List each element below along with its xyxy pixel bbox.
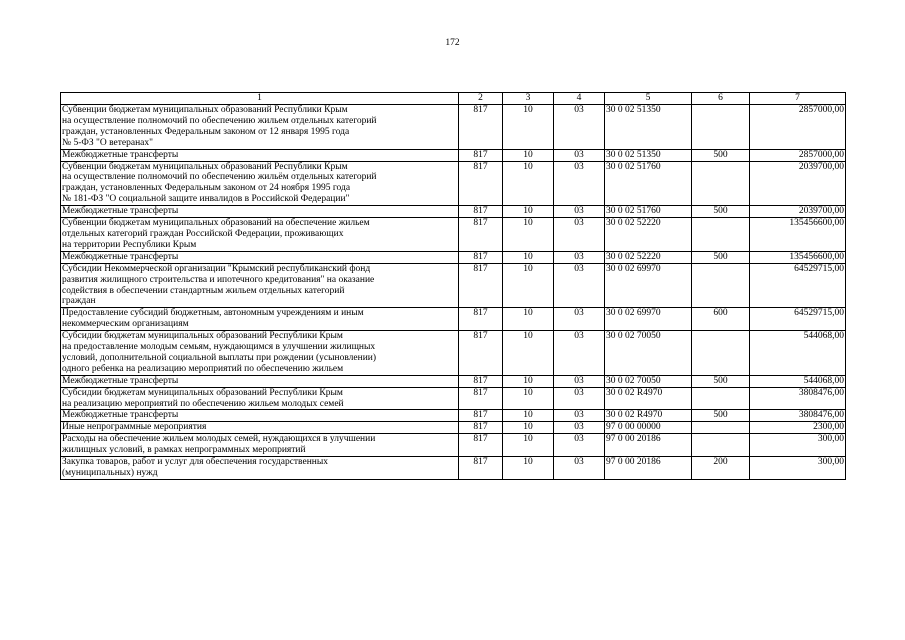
- cell-subsection-code: 03: [554, 457, 605, 480]
- cell-item-name: Межбюджетные трансферты: [61, 149, 459, 161]
- cell-expense-type-code: [692, 387, 750, 410]
- cell-expense-type-code: 500: [692, 410, 750, 422]
- table-row: [61, 263, 846, 308]
- table-row: [61, 206, 846, 218]
- cell-target-article-code: 30 0 02 70050: [605, 375, 692, 387]
- cell-item-name: Межбюджетные трансферты: [61, 410, 459, 422]
- cell-item-name: Субвенции бюджетам муниципальных образований Республики Крым на осуществление полномочий по обеспечению жильём отдельных категорий граждан, установленных Федеральным законом от 24 ноября 1995 года № 181-ФЗ "О социальной защите инвалидов в Российской Федерации": [61, 161, 459, 206]
- cell-amount: 135456600,00: [750, 251, 846, 263]
- column-header-3: 3: [503, 93, 554, 105]
- cell-department-code: 817: [459, 105, 503, 150]
- table-row: [61, 251, 846, 263]
- cell-item-name: Межбюджетные трансферты: [61, 206, 459, 218]
- cell-department-code: 817: [459, 331, 503, 376]
- cell-expense-type-code: 500: [692, 206, 750, 218]
- cell-amount: 300,00: [750, 457, 846, 480]
- cell-item-name: Предоставление субсидий бюджетным, автономным учреждениям и иным некоммерческим организациям: [61, 308, 459, 331]
- cell-section-code: 10: [503, 422, 554, 434]
- cell-department-code: 817: [459, 149, 503, 161]
- cell-target-article-code: 97 0 00 20186: [605, 434, 692, 457]
- cell-section-code: 10: [503, 218, 554, 252]
- cell-section-code: 10: [503, 375, 554, 387]
- table-row: [61, 161, 846, 206]
- cell-section-code: 10: [503, 105, 554, 150]
- cell-amount: 64529715,00: [750, 263, 846, 308]
- table-row: [61, 218, 846, 252]
- cell-section-code: 10: [503, 149, 554, 161]
- cell-section-code: 10: [503, 457, 554, 480]
- cell-subsection-code: 03: [554, 375, 605, 387]
- cell-subsection-code: 03: [554, 410, 605, 422]
- cell-expense-type-code: [692, 434, 750, 457]
- table-row: [61, 387, 846, 410]
- cell-section-code: 10: [503, 434, 554, 457]
- cell-section-code: 10: [503, 331, 554, 376]
- cell-item-name: Субсидии бюджетам муниципальных образований Республики Крым на предоставление молодым семьям, нуждающимся в улучшении жилищных условий, дополнительной социальной выплаты при рождении (усыновлении) одного ребенка на реализацию мероприятий по обеспечению жильем: [61, 331, 459, 376]
- cell-section-code: 10: [503, 251, 554, 263]
- cell-department-code: 817: [459, 410, 503, 422]
- cell-expense-type-code: 500: [692, 375, 750, 387]
- cell-amount: 135456600,00: [750, 218, 846, 252]
- cell-target-article-code: 30 0 02 70050: [605, 331, 692, 376]
- cell-section-code: 10: [503, 410, 554, 422]
- cell-target-article-code: 30 0 02 52220: [605, 218, 692, 252]
- cell-amount: 3808476,00: [750, 410, 846, 422]
- cell-section-code: 10: [503, 387, 554, 410]
- cell-subsection-code: 03: [554, 308, 605, 331]
- cell-target-article-code: 30 0 02 51350: [605, 105, 692, 150]
- column-header-5: 5: [605, 93, 692, 105]
- cell-department-code: 817: [459, 218, 503, 252]
- column-header-4: 4: [554, 93, 605, 105]
- cell-subsection-code: 03: [554, 387, 605, 410]
- cell-expense-type-code: [692, 422, 750, 434]
- cell-target-article-code: 30 0 02 51760: [605, 161, 692, 206]
- cell-subsection-code: 03: [554, 434, 605, 457]
- column-header-1: 1: [61, 93, 459, 105]
- cell-department-code: 817: [459, 434, 503, 457]
- table-row: [61, 375, 846, 387]
- cell-subsection-code: 03: [554, 149, 605, 161]
- cell-expense-type-code: [692, 331, 750, 376]
- cell-amount: 64529715,00: [750, 308, 846, 331]
- cell-amount: 2857000,00: [750, 105, 846, 150]
- table-row: [61, 308, 846, 331]
- table-row: [61, 149, 846, 161]
- cell-expense-type-code: 500: [692, 251, 750, 263]
- cell-expense-type-code: [692, 218, 750, 252]
- cell-item-name: Субвенции бюджетам муниципальных образований Республики Крым на осуществление полномочий по обеспечению жильем отдельных категорий граждан, установленных Федеральным законом от 12 января 1995 года № 5-ФЗ "О ветеранах": [61, 105, 459, 150]
- cell-expense-type-code: [692, 105, 750, 150]
- cell-section-code: 10: [503, 206, 554, 218]
- column-header-6: 6: [692, 93, 750, 105]
- cell-item-name: Субвенции бюджетам муниципальных образований на обеспечение жильем отдельных категорий граждан Российской Федерации, проживающих на территории Республики Крым: [61, 218, 459, 252]
- table-row: [61, 457, 846, 480]
- table-row: [61, 422, 846, 434]
- cell-item-name: Межбюджетные трансферты: [61, 251, 459, 263]
- cell-department-code: 817: [459, 251, 503, 263]
- cell-target-article-code: 30 0 02 51350: [605, 149, 692, 161]
- cell-amount: 2300,00: [750, 422, 846, 434]
- cell-department-code: 817: [459, 263, 503, 308]
- cell-subsection-code: 03: [554, 105, 605, 150]
- cell-expense-type-code: 500: [692, 149, 750, 161]
- cell-expense-type-code: 200: [692, 457, 750, 480]
- cell-department-code: 817: [459, 422, 503, 434]
- cell-amount: 3808476,00: [750, 387, 846, 410]
- cell-item-name: Иные непрограммные мероприятия: [61, 422, 459, 434]
- cell-target-article-code: 30 0 02 69970: [605, 308, 692, 331]
- cell-department-code: 817: [459, 387, 503, 410]
- cell-subsection-code: 03: [554, 218, 605, 252]
- cell-department-code: 817: [459, 308, 503, 331]
- table-row: [61, 331, 846, 376]
- cell-target-article-code: 97 0 00 00000: [605, 422, 692, 434]
- cell-subsection-code: 03: [554, 331, 605, 376]
- cell-department-code: 817: [459, 375, 503, 387]
- cell-target-article-code: 30 0 02 52220: [605, 251, 692, 263]
- cell-target-article-code: 30 0 02 51760: [605, 206, 692, 218]
- cell-item-name: Субсидии бюджетам муниципальных образований Республики Крым на реализацию мероприятий по обеспечению жильем молодых семей: [61, 387, 459, 410]
- cell-amount: 300,00: [750, 434, 846, 457]
- cell-amount: 2039700,00: [750, 161, 846, 206]
- cell-item-name: Расходы на обеспечение жильем молодых семей, нуждающихся в улучшении жилищных условий, в рамках непрограммных мероприятий: [61, 434, 459, 457]
- cell-subsection-code: 03: [554, 251, 605, 263]
- header-row: [61, 93, 846, 105]
- cell-amount: 2039700,00: [750, 206, 846, 218]
- cell-subsection-code: 03: [554, 263, 605, 308]
- column-header-2: 2: [459, 93, 503, 105]
- cell-target-article-code: 30 0 02 R4970: [605, 387, 692, 410]
- budget-table: [60, 92, 846, 480]
- cell-target-article-code: 30 0 02 69970: [605, 263, 692, 308]
- cell-item-name: Межбюджетные трансферты: [61, 375, 459, 387]
- page-number: 172: [445, 38, 460, 48]
- cell-section-code: 10: [503, 263, 554, 308]
- cell-department-code: 817: [459, 206, 503, 218]
- cell-expense-type-code: [692, 263, 750, 308]
- cell-amount: 544068,00: [750, 331, 846, 376]
- cell-target-article-code: 97 0 00 20186: [605, 457, 692, 480]
- cell-subsection-code: 03: [554, 206, 605, 218]
- cell-department-code: 817: [459, 161, 503, 206]
- cell-section-code: 10: [503, 161, 554, 206]
- cell-expense-type-code: 600: [692, 308, 750, 331]
- cell-subsection-code: 03: [554, 422, 605, 434]
- table-row: [61, 105, 846, 150]
- cell-amount: 2857000,00: [750, 149, 846, 161]
- cell-section-code: 10: [503, 308, 554, 331]
- cell-item-name: Закупка товаров, работ и услуг для обеспечения государственных (муниципальных) нужд: [61, 457, 459, 480]
- column-header-7: 7: [750, 93, 846, 105]
- table-body: [61, 105, 846, 480]
- table-row: [61, 410, 846, 422]
- cell-amount: 544068,00: [750, 375, 846, 387]
- cell-subsection-code: 03: [554, 161, 605, 206]
- cell-expense-type-code: [692, 161, 750, 206]
- cell-target-article-code: 30 0 02 R4970: [605, 410, 692, 422]
- cell-department-code: 817: [459, 457, 503, 480]
- cell-item-name: Субсидии Некоммерческой организации "Крымский республиканский фонд развития жилищного строительства и ипотечного кредитования" на оказание содействия в обеспечении стандартным жильем отдельных категорий граждан: [61, 263, 459, 308]
- table-row: [61, 434, 846, 457]
